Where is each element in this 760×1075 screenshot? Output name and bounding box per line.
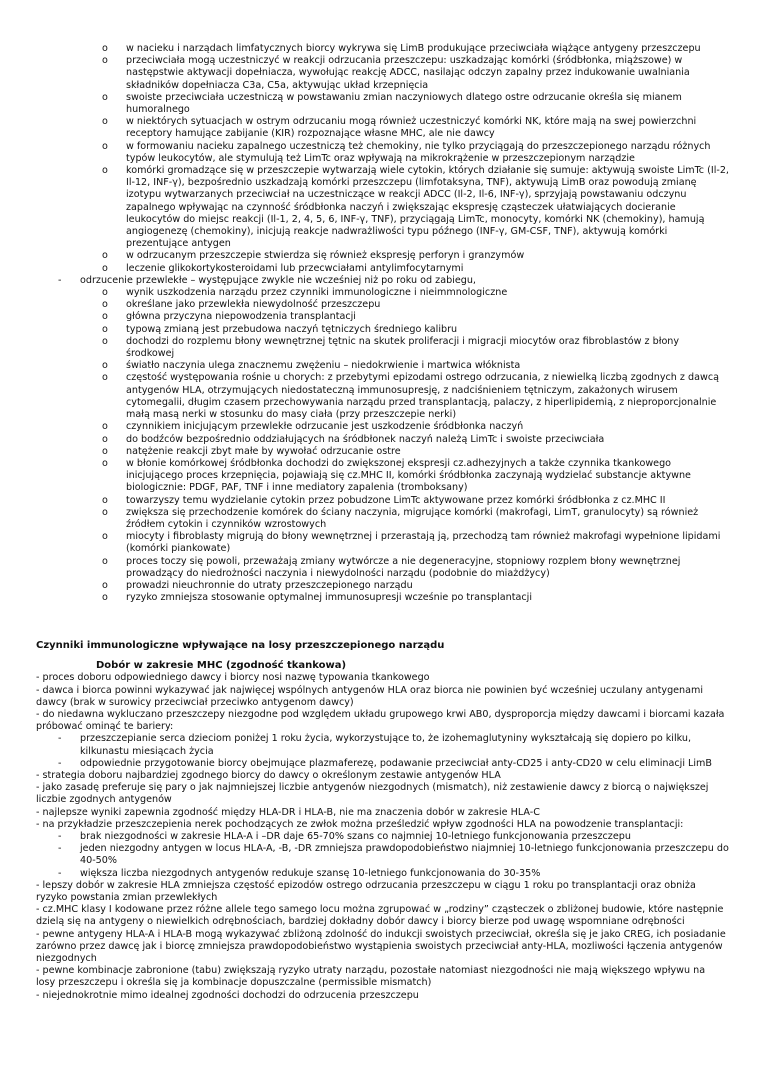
chronic-rejection-label: odrzucenie przewlekłe – występujące zwykle nie wcześniej niż po roku od zabiegu, [80,274,476,286]
list-item-text: w nacieku i narządach limfatycznych biorcy wykrywa się LimB produkujące przeciwciała wiążące antygeny przeszczepu [126,43,701,54]
list-item-text: do bodźców bezpośrednio oddziałujących na śródbłonek naczyń należą LimTc i swoiste przeciwciała [126,433,605,445]
list-item-text: natężenie reakcji zbyt małe by wywołać odrzucanie ostre [126,445,401,457]
list-item [0,458,760,495]
paragraph: - pewne antygeny HLA-A i HLA-B mogą wykazywać zbliżoną zdolność do indukcji swoistych przeciwciał, określa się je jako CREG, ich posiadanie zarówno przez dawcę jak i biorcę zmniejsza prawdopodobieństwo wystąpienia swoistych przeciwciał anty-HLA, mozliwości łączenia antygenów niezgodnych [36,928,726,965]
list-item-text: w formowaniu nacieku zapalnego uczestniczą też chemokiny, nie tylko przyciągają do przeszczepionego narządu różnych typów leukocytów, ale stymulują też LimTc oraz wpływają na mikrokrążenie w przeszczepionym narządzie [126,140,711,164]
circle-bullet: o [102,372,108,384]
list-item [0,733,760,757]
list-item [0,165,760,250]
paragraph: - proces doboru odpowiedniego dawcy i biorcy nosi nazwę typowania tkankowego [36,672,430,684]
paragraph: - pewne kombinacje zabronione (tabu) zwiększają ryzyko utraty narządu, pozostałe natomiast niezgodności nie mają większego wpływu na losy przeszczepu i określa się ja kombinacje dopuszczalne (permissible mismatch) [36,965,706,989]
circle-bullet: o [102,531,108,543]
paragraph: - najlepsze wyniki zapewnia zgodność między HLA-DR i HLA-B, nie ma znaczenia dobór w zakresie HLA-C [36,806,540,818]
circle-bullet: o [102,250,108,262]
circle-bullet: o [102,116,108,128]
paragraph: - lepszy dobór w zakresie HLA zmniejsza częstość epizodów ostrego odrzucania przeszczepu w ciągu 1 roku po transplantacji oraz obniża ryzyko powstania zmian przewlekłych [36,879,696,904]
list-item [0,421,760,433]
list-item-text: w niektórych sytuacjach w ostrym odrzucaniu mogą również uczestniczyć komórki NK, które mają na swej powierzchni receptory hamujące zabijanie (KIR) rozpoznające własne MHC, ale nie dawcy [126,116,697,140]
list-item-text: brak niezgodności w zakresie HLA-A i –DR daje 65-70% szans co najmniej 10-letniego funkcjonowania przeszczepu [80,831,631,843]
paragraph: - jako zasadę preferuje się pary o jak najmniejszej liczbie antygenów niezgodnych (mismatch), niż zestawienie dawcy z biorcą o największej liczbie zgodnych antygenów [36,782,709,806]
list-item [0,116,760,140]
list-item-text: typową zmianą jest przebudowa naczyń tętniczych średniego kalibru [126,323,458,335]
list-item-text: zwiększa się przechodzenie komórek do ściany naczynia, migrujące komórki (makrofagi, LimT, granulocyty) są również źródłem cytokin i czynników wzrostowych [126,506,699,530]
list-item [0,263,760,275]
list-item-text: częstość występowania rośnie u chorych: z przebytymi epizodami ostrego odrzucania, z niewielką liczbą zgodnych z dawcą antygenów HLA, otrzymujących niedostateczną immunosupresję, z nadciśnieniem tętniczym, zakażonych wirusem cytomegalii, długim czasem przechowywania narządu przed transplantacją, palaczy, z hiperlipidemią, z nieproporcjonalnie małą masą nerki w stosunku do masy ciała (przy przeszczepie nerki) [126,372,719,421]
list-item-text: towarzyszy temu wydzielanie cytokin przez pobudzone LimTc aktywowane przez komórki śródbłonka z cz.MHC II [126,494,666,506]
paragraph: - dawca i biorca powinni wykazywać jak najwięcej wspólnych antygenów HLA oraz biorca nie powinien być wcześniej uczulany antygenami dawcy (brak w surowicy przeciwciał przeciwko antygenom dawcy) [36,684,704,708]
list-item [0,868,760,880]
circle-bullet: o [102,506,108,518]
list-item [0,580,760,592]
list-item-text: w błonie komórkowej śródbłonka dochodzi do zwiększonej ekspresji cz.adhezyjnych a także czynnika tkankowego inicjującego proces krzepnięcia, pojawiają się cz.MHC II, komórki śródbłonka zaczynają wydzielać substancje aktywne biologicznie: PDGF, PAF, TNF i inne mediatory zapalenia (tromboksany) [126,457,691,494]
list-item [0,55,760,92]
list-item-text: proces toczy się powoli, przeważają zmiany wytwórcze a nie degeneracyjne, stopniowy rozplem błony wewnętrznej prowadzący do niedrożności naczynia i niewydolności narządu (podobnie do miażdżycy) [126,555,681,579]
paragraph: - do niedawna wykluczano przeszczepy niezgodne pod względem układu grupowego krwi AB0, dysproporcja między dawcami i biorcami kazała próbować ominąć te bariery: [36,709,725,733]
list-item [0,299,760,311]
circle-bullet: o [102,335,108,347]
list-item-text: jeden niezgodny antygen w locus HLA-A, -B, -DR zmniejsza prawdopodobieństwo niajmniej 10-letniego funkcjonowania przeszczepu do 40-50% [80,843,729,867]
circle-bullet: o [102,91,108,103]
circle-bullet: o [102,457,108,469]
list-item [0,360,760,372]
list-item [0,592,760,604]
list-item [0,446,760,458]
list-item [0,141,760,165]
paragraph: - na przykładzie przeszczepienia nerek pochodzących ze zwłok można prześledzić wpływ zgodności HLA na powodzenie transplantacji: [36,818,684,830]
circle-bullet: o [102,140,108,152]
list-item-text: światło naczynia ulega znacznemu zwężeniu – niedokrwienie i martwica włóknista [126,360,521,372]
circle-bullet: o [102,360,108,372]
list-item-text: odpowiednie przygotowanie biorcy obejmujące plazmaferezę, podawanie przeciwciał anty-CD25 i anty-CD20 w celu eliminacji LimB [80,757,712,769]
paragraph: - niejednokrotnie mimo idealnej zgodności dochodzi do odrzucenia przeszczepu [36,989,419,1001]
list-item [0,831,760,843]
section-heading: Czynniki immunologiczne wpływające na losy przeszczepionego narządu [36,640,445,651]
list-item-text: czynnikiem inicjującym przewlekłe odrzucanie jest uszkodzenie śródbłonka naczyń [126,421,524,433]
circle-bullet: o [102,433,108,445]
list-item-text: prowadzi nieuchronnie do utraty przeszczepionego narządu [126,579,413,591]
dash-bullet: - [58,757,62,769]
list-item-text: swoiste przeciwciała uczestniczą w powstawaniu zmian naczyniowych dlatego ostre odrzucanie określa się mianem humoralnego [126,91,682,116]
circle-bullet: o [102,287,108,299]
list-item [0,495,760,507]
dash-bullet: - [58,733,62,745]
list-item [0,531,760,555]
subsection-heading: Dobór w zakresie MHC (zgodność tkankowa) [96,660,347,672]
paragraph: - strategia doboru najbardziej zgodnego biorcy do dawcy o określonym zestawie antygenów HLA [36,770,501,782]
list-item [0,556,760,580]
list-item [0,311,760,323]
list-item-text: miocyty i fibroblasty migrują do błony wewnętrznej i przerastają ją, przechodzą tam również makrofagi wypełnione lipidami (komórki piankowate) [126,531,721,555]
circle-bullet: o [102,494,108,506]
circle-bullet: o [102,421,108,433]
paragraph: - cz.MHC klasy I kodowane przez różne allele tego samego locu można zgrupować w „rodziny” cząsteczek o zbliżonej budowie, które następnie dzielą się na antygeny o niewielkich odrębnościach, bardziej dokładny dobór dawcy i biorcy bierze pod uwagę wspomniane odrębności [36,904,724,928]
list-item-text: przeszczepianie serca dzieciom poniżej 1 roku życia, wykorzystujące to, że izohemaglutyniny wykształcają się dopiero po kilku, kilkunastu miesiącach życia [80,733,692,757]
list-item-text: przeciwciała mogą uczestniczyć w reakcji odrzucania przeszczepu: uszkadzając komórki (śródbłonka, miąższowe) w następstwie aktywacji dopełniacza, wywołując reakcję ADCC, nasilając odczyn zapalny przez indukowanie uwalniania składników dopełniacza C3a, C5a, aktywując układ krzepnięcia [126,55,690,91]
list-item-text: leczenie glikokortykosteroidami lub przecwciałami antylimfocytarnymi [126,262,464,274]
list-item [0,372,760,421]
list-item-text: komórki gromadzące się w przeszczepie wytwarzają wiele cytokin, których działanie się sumuje: aktywują swoiste LimTc (Il-2, Il-12, INF-γ), bezpośrednio uszkadzają komórki przeszczepu (limfotaksyna, TNF), aktywują LimB oraz powodują zmianę izotypu wytwarzanych przeciwciał na uczestniczące w reakcji ADCC (Il-2, Il-6, INF-γ), sprzyjają powstawaniu odczynu zapalnego wpływając na czynność śródbłonka naczyń i zwiększając ekspresję cząsteczek ułatwiających docieranie leukocytów do miejsc reakcji (Il-1, 2, 4, 5, 6, INF-γ, TNF), przyciągają LimTc, monocyty, komórki NK (chemokiny), hamują angiogenezę (chemokiny), inicjują reakcje nadwrażliwości typu późnego (INF-γ, GM-CSF, TNF), aktywują komórki prezentujące antygen [126,165,729,250]
circle-bullet: o [102,299,108,311]
chronic-rejection-heading [0,275,760,287]
list-item-text: wynik uszkodzenia narządu przez czynniki immunologiczne i nieimmnologiczne [126,287,508,299]
circle-bullet: o [102,55,108,67]
circle-bullet: o [102,592,108,604]
circle-bullet: o [102,445,108,457]
list-item [0,250,760,262]
circle-bullet: o [102,323,108,335]
circle-bullet: o [102,555,108,567]
list-item [0,43,760,55]
list-item [0,507,760,531]
list-item [0,287,760,299]
list-item [0,434,760,446]
list-item [0,92,760,116]
list-item [0,758,760,770]
list-item-text: dochodzi do rozplemu błony wewnętrznej tętnic na skutek proliferacji i migracji miocytów oraz fibroblastów z błony środkowej [126,335,680,360]
circle-bullet: o [102,579,108,591]
dash-bullet: - [58,843,62,855]
immunologic-factors-section [0,640,760,1002]
list-item-text: większa liczba niezgodnych antygenów redukuje szansę 10-letniego funkcjonowania do 30-35% [80,867,541,879]
circle-bullet: o [102,262,108,274]
dash-bullet: - [58,867,62,879]
dash-bullet: - [58,274,62,286]
circle-bullet: o [102,43,108,54]
list-item-text: w odrzucanym przeszczepie stwierdza się również ekspresję perforyn i granzymów [126,250,525,262]
list-item-text: ryzyko zmniejsza stosowanie optymalnej immunosupresji wcześnie po transplantacji [126,592,532,604]
list-item [0,843,760,867]
list-item [0,324,760,336]
list-item-text: główna przyczyna niepowodzenia transplantacji [126,311,356,323]
list-item [0,336,760,360]
circle-bullet: o [102,165,108,177]
acute-rejection-list-continued [0,43,760,604]
circle-bullet: o [102,311,108,323]
list-item-text: określane jako przewlekła niewydolność przeszczepu [126,299,381,311]
dash-bullet: - [58,831,62,843]
